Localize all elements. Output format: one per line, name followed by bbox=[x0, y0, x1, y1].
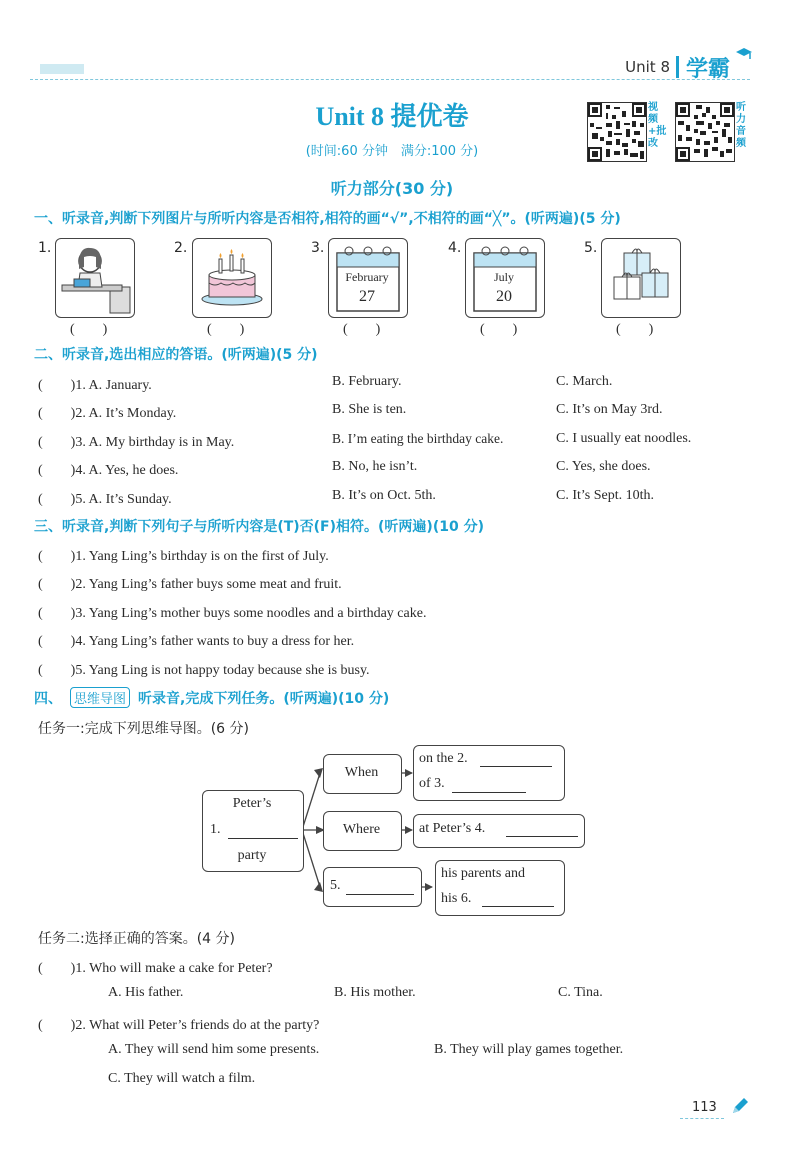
mindmap-center-top: Peter’s bbox=[232, 796, 272, 811]
calendar-day-3: 27 bbox=[359, 288, 375, 305]
part2-q4[interactable]: ( )4. A. Yes, he does. bbox=[38, 463, 179, 478]
part3-heading: 三、听录音,判断下列句子与所听内容是(T)否(F)相符。(听两遍)(10 分) bbox=[34, 519, 484, 535]
pic-num-5: 5. bbox=[584, 240, 598, 256]
blank-3[interactable] bbox=[452, 778, 526, 793]
blank-1[interactable] bbox=[228, 824, 298, 839]
part2-q4-b[interactable]: B. No, he isn’t. bbox=[332, 459, 418, 474]
when-line-2: of 3. bbox=[419, 776, 445, 791]
who-line-2: his 6. bbox=[441, 891, 472, 906]
part2-q5[interactable]: ( )5. A. It’s Sunday. bbox=[38, 492, 172, 507]
blank-5[interactable] bbox=[346, 880, 414, 895]
part3-s2[interactable]: ( )2. Yang Ling’s father buys some meat and fruit. bbox=[38, 577, 342, 592]
mindmap-branch-5: 5. bbox=[330, 878, 341, 893]
brand-logo: 学霸 bbox=[686, 57, 731, 82]
exam-subtitle: (时间:60 分钟 满分:100 分) bbox=[305, 144, 479, 159]
task2-q2-b[interactable]: B. They will play games together. bbox=[434, 1042, 624, 1057]
part2-q2[interactable]: ( )2. A. It’s Monday. bbox=[38, 406, 177, 421]
part2-q3-c[interactable]: C. I usually eat noodles. bbox=[556, 431, 692, 446]
mindmap-where: Where bbox=[342, 822, 381, 837]
mindmap-when: When bbox=[344, 765, 379, 780]
listening-section-title: 听力部分(30 分) bbox=[330, 179, 454, 198]
answer-paren-5[interactable]: ( ) bbox=[616, 322, 654, 337]
task2-q2[interactable]: ( )2. What will Peter’s friends do at the party? bbox=[38, 1018, 320, 1033]
page-number: 113 bbox=[692, 1100, 717, 1115]
part1-heading: 一、听录音,判断下列图片与所听内容是否相符,相符的画“√”,不相符的画“╳”。(听两遍)(5 分) bbox=[34, 211, 621, 227]
mindmap-center-bottom: party bbox=[237, 848, 267, 863]
part2-q5-b[interactable]: B. It’s on Oct. 5th. bbox=[332, 488, 436, 503]
page-title: Unit 8 提优卷 bbox=[315, 102, 469, 131]
calendar-day-4: 20 bbox=[496, 288, 512, 305]
part3-s4[interactable]: ( )4. Yang Ling’s father wants to buy a dress for her. bbox=[38, 634, 355, 649]
blank-2[interactable] bbox=[480, 752, 552, 767]
part2-q2-c[interactable]: C. It’s on May 3rd. bbox=[556, 402, 663, 417]
where-text: at Peter’s 4. bbox=[419, 821, 486, 836]
blank-6[interactable] bbox=[482, 892, 554, 907]
task1-title: 任务一:完成下列思维导图。(6 分) bbox=[38, 721, 249, 737]
part2-heading: 二、听录音,选出相应的答语。(听两遍)(5 分) bbox=[34, 347, 318, 363]
task2-q2-c[interactable]: C. They will watch a film. bbox=[108, 1071, 256, 1086]
part2-q2-b[interactable]: B. She is ten. bbox=[332, 402, 407, 417]
task2-q1-c[interactable]: C. Tina. bbox=[558, 985, 603, 1000]
mindmap-center-num: 1. bbox=[210, 822, 221, 837]
part2-q3[interactable]: ( )3. A. My birthday is in May. bbox=[38, 435, 235, 450]
part2-q3-b[interactable]: B. I’m eating the birthday cake. bbox=[332, 431, 504, 446]
header-unit: Unit 8 bbox=[625, 58, 670, 76]
when-line-1: on the 2. bbox=[419, 751, 468, 766]
part2-q5-c[interactable]: C. It’s Sept. 10th. bbox=[556, 488, 655, 503]
pic-num-4: 4. bbox=[448, 240, 462, 256]
calendar-month-3: February bbox=[345, 270, 389, 284]
answer-paren-4[interactable]: ( ) bbox=[480, 322, 518, 337]
qr-label-audio: 听力音频 bbox=[736, 102, 746, 149]
part2-q1[interactable]: ( )1. A. January. bbox=[38, 378, 152, 393]
part2-q4-c[interactable]: C. Yes, she does. bbox=[556, 459, 651, 474]
answer-paren-1[interactable]: ( ) bbox=[70, 322, 108, 337]
task2-q2-a[interactable]: A. They will send him some presents. bbox=[108, 1042, 320, 1057]
task2-title: 任务二:选择正确的答案。(4 分) bbox=[38, 931, 235, 947]
part3-s5[interactable]: ( )5. Yang Ling is not happy today because she is busy. bbox=[38, 663, 370, 678]
pic-num-2: 2. bbox=[174, 240, 188, 256]
qr-label-video: 视频+批改 bbox=[648, 102, 667, 149]
blank-4[interactable] bbox=[506, 822, 578, 837]
pic-num-3: 3. bbox=[311, 240, 325, 256]
mindmap-tag: 思维导图 bbox=[70, 687, 130, 708]
part3-s3[interactable]: ( )3. Yang Ling’s mother buys some noodles and a birthday cake. bbox=[38, 606, 427, 621]
part4-heading: 听录音,完成下列任务。(听两遍)(10 分) bbox=[138, 691, 390, 707]
answer-paren-3[interactable]: ( ) bbox=[343, 322, 381, 337]
part2-q1-b[interactable]: B. February. bbox=[332, 374, 402, 389]
calendar-month-4: July bbox=[493, 270, 514, 284]
part2-q1-c[interactable]: C. March. bbox=[556, 374, 613, 389]
task2-q1-b[interactable]: B. His mother. bbox=[334, 985, 416, 1000]
answer-paren-2[interactable]: ( ) bbox=[207, 322, 245, 337]
pencil-icon bbox=[730, 1096, 750, 1116]
pic-num-1: 1. bbox=[38, 240, 52, 256]
task2-q1-a[interactable]: A. His father. bbox=[108, 985, 184, 1000]
footer-divider bbox=[680, 1118, 724, 1119]
part4-heading-prefix: 四、 bbox=[34, 691, 62, 707]
who-line-1: his parents and bbox=[441, 866, 525, 881]
part3-s1[interactable]: ( )1. Yang Ling’s birthday is on the first of July. bbox=[38, 549, 329, 564]
task2-q1[interactable]: ( )1. Who will make a cake for Peter? bbox=[38, 961, 273, 976]
